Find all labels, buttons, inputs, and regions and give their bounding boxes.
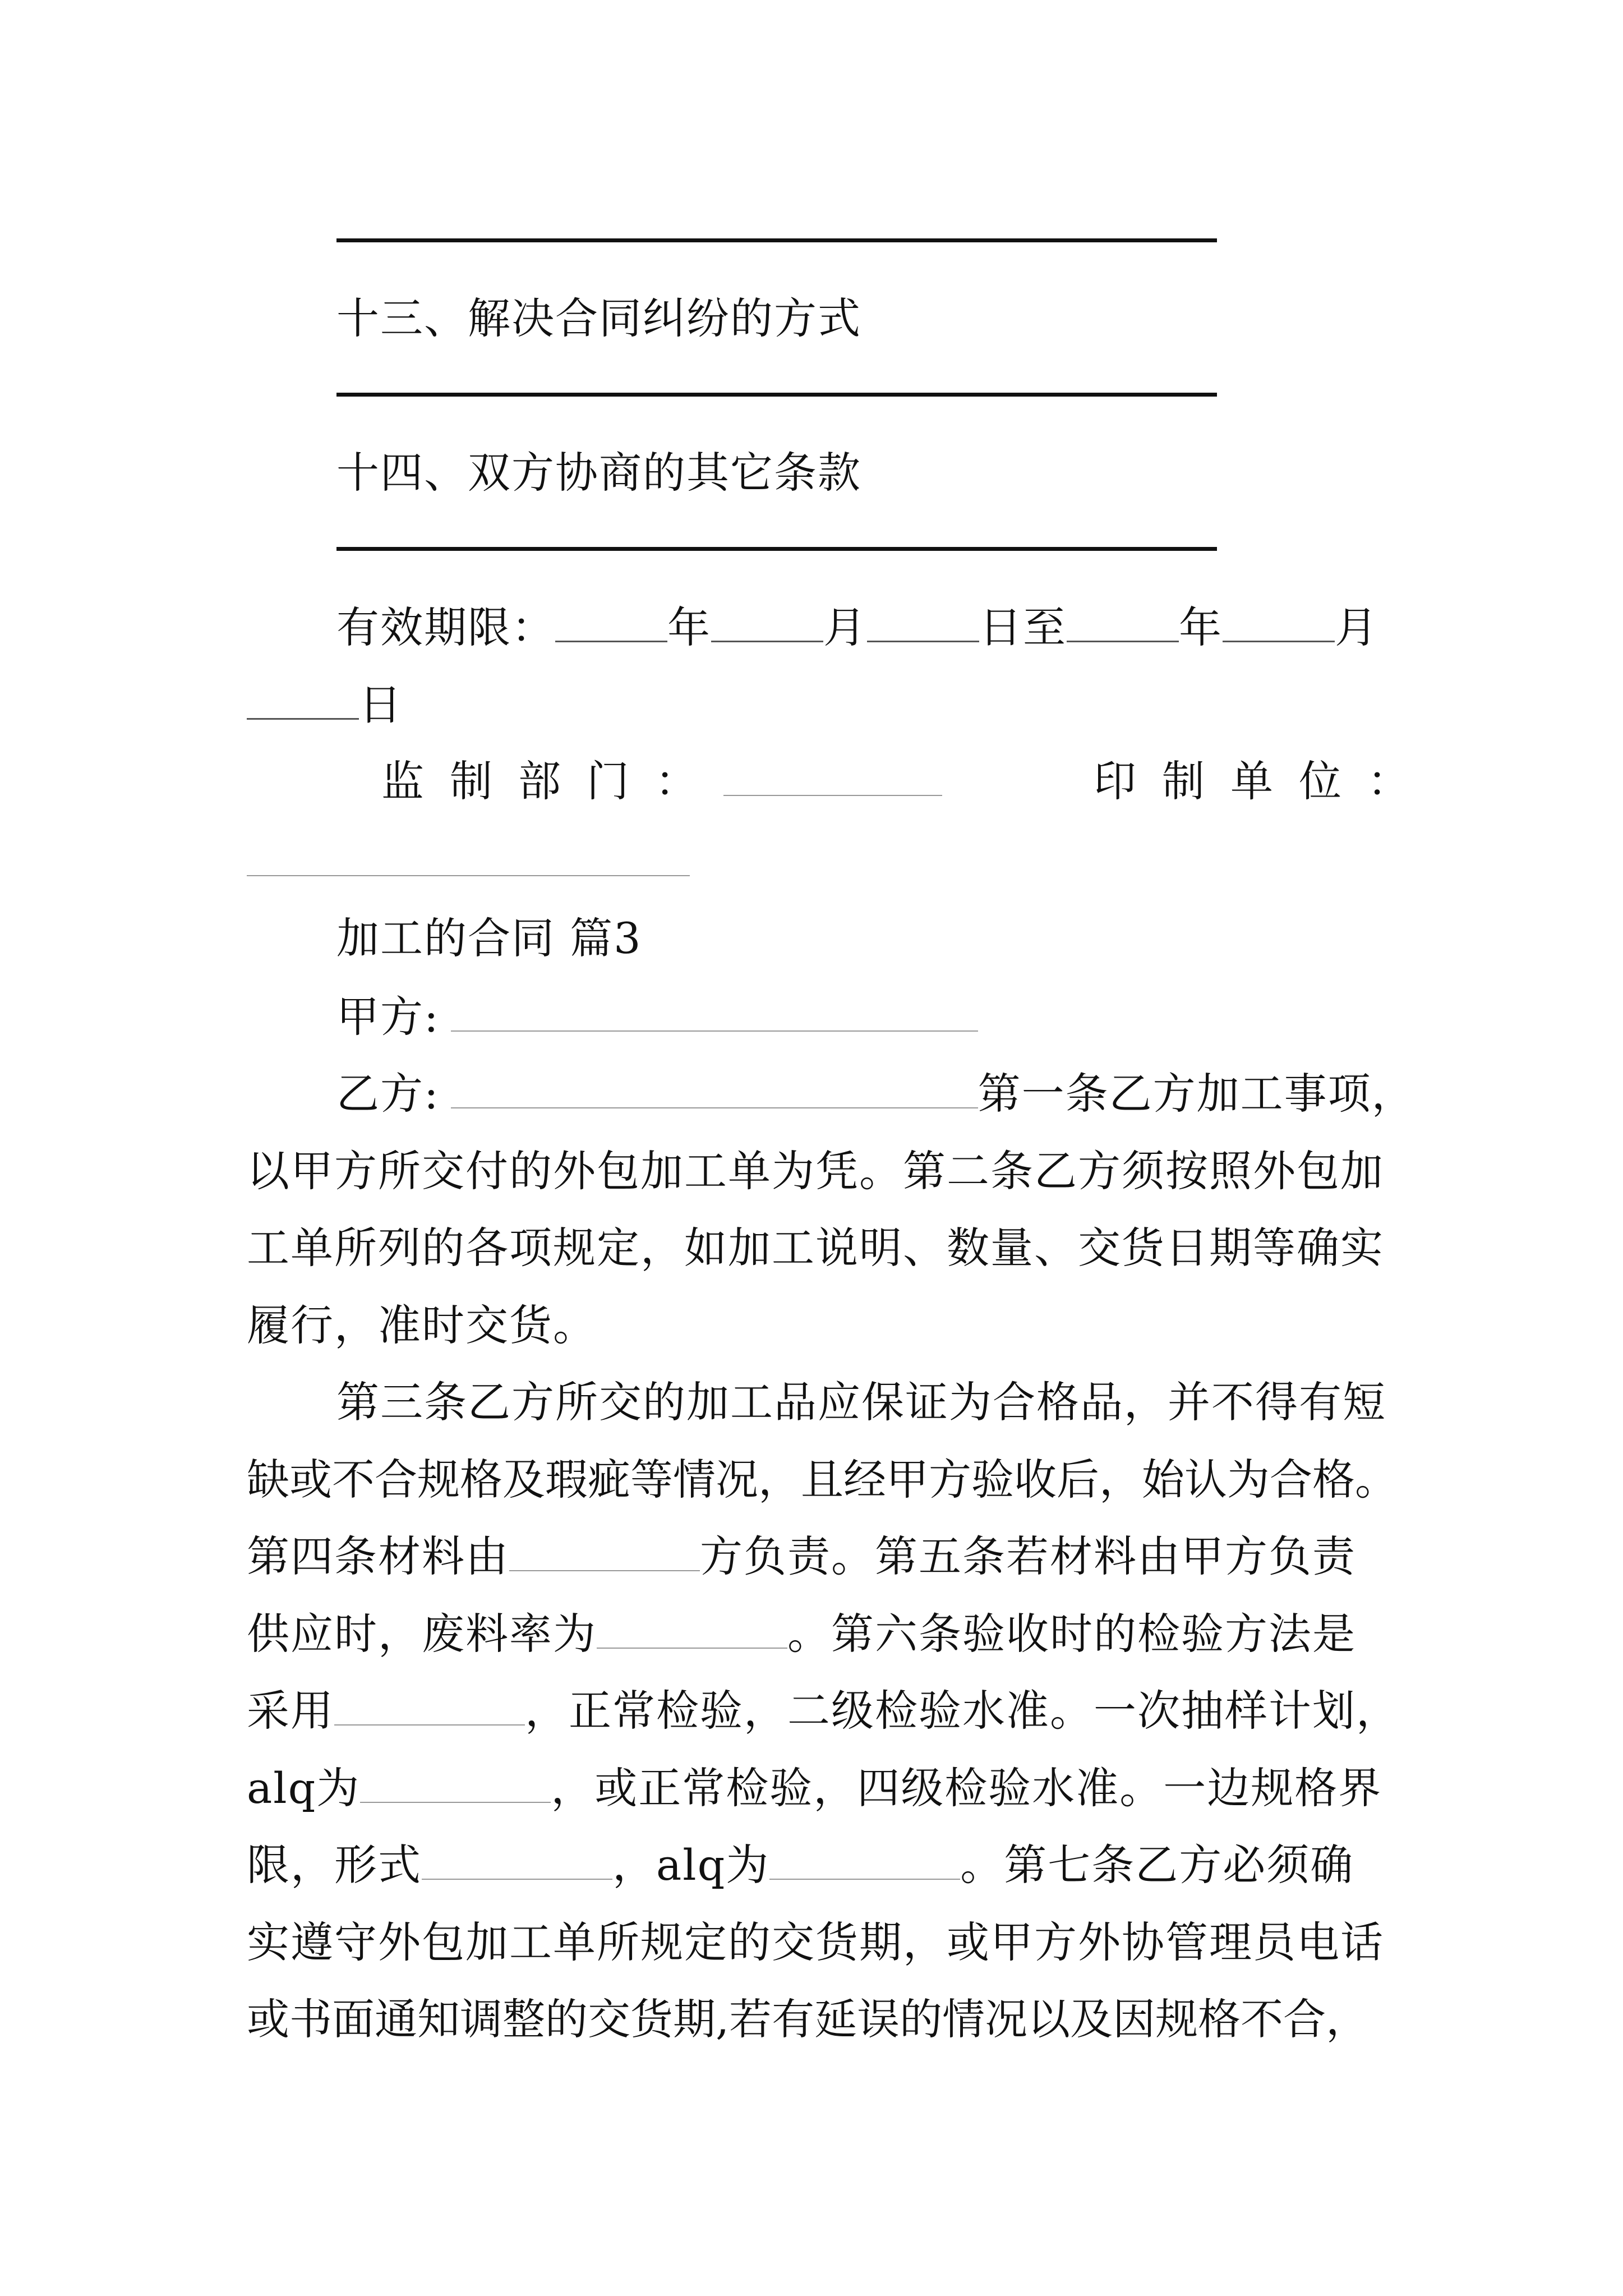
blank-alq-1[interactable] bbox=[360, 1767, 551, 1803]
blank-alq-2[interactable] bbox=[769, 1844, 960, 1880]
party-b-row bbox=[336, 1069, 1415, 1119]
blank-party-a[interactable] bbox=[451, 996, 978, 1032]
method-text: 采用 bbox=[247, 1686, 334, 1736]
article-7-line-2: 或书面通知调整的交货期,若有延误的情况以及因规格不合， bbox=[247, 1994, 1369, 2044]
printer-label: 印制单位： bbox=[1094, 756, 1436, 806]
blank-day-end[interactable] bbox=[247, 683, 359, 720]
supervisor-row bbox=[381, 756, 942, 806]
paragraph-line: 履行，准时交货。 bbox=[247, 1300, 597, 1350]
blank-supervisor[interactable] bbox=[723, 760, 942, 796]
alq-row-1 bbox=[247, 1763, 1382, 1813]
blank-year-start[interactable] bbox=[555, 606, 667, 642]
article-7-text: 。第七条乙方必须确 bbox=[960, 1840, 1354, 1890]
month-end-label: 月 bbox=[1335, 602, 1378, 652]
blank-month-start[interactable] bbox=[711, 606, 823, 642]
form-label: 限，形式 bbox=[247, 1840, 422, 1890]
article-3-line-2: 缺或不合规格及瑕疵等情况，且经甲方验收后，始认为合格。 bbox=[247, 1455, 1398, 1504]
article-1-start: 第一条乙方加工事项， bbox=[978, 1069, 1415, 1119]
article-4-text: 第四条材料由 bbox=[247, 1531, 509, 1581]
section-13-heading: 十三、解决合同纠纷的方式 bbox=[336, 293, 861, 343]
article-3-line-1: 第三条乙方所交的加工品应保证为合格品，并不得有短 bbox=[336, 1377, 1386, 1427]
blank-party-b[interactable] bbox=[451, 1073, 978, 1108]
party-b-label: 乙方: bbox=[336, 1069, 440, 1119]
article-6-text: 。第六条验收时的检验方法是 bbox=[787, 1609, 1356, 1659]
alq-label: alq为 bbox=[247, 1763, 361, 1813]
year-end-label: 年 bbox=[1179, 602, 1223, 652]
form-row bbox=[247, 1840, 1354, 1890]
scrap-rate-text: 供应时，废料率为 bbox=[247, 1609, 597, 1659]
party-a-label: 甲方: bbox=[336, 992, 440, 1042]
paragraph-line: 以甲方所交付的外包加工单为凭。第二条乙方须按照外包加 bbox=[247, 1146, 1384, 1196]
blank-scrap-rate[interactable] bbox=[597, 1613, 787, 1649]
printer-row bbox=[1094, 756, 1436, 806]
article-6-row bbox=[247, 1686, 1400, 1736]
party-a-row bbox=[336, 992, 978, 1042]
day-to-label: 日至 bbox=[979, 602, 1067, 652]
paragraph-line: 工单所列的各项规定，如加工说明、数量、交货日期等确实 bbox=[247, 1223, 1384, 1273]
blank-form[interactable] bbox=[422, 1844, 612, 1880]
article-5-text: 方负责。第五条若材料由甲方负责 bbox=[700, 1531, 1356, 1581]
validity-line-2 bbox=[247, 680, 403, 730]
blank-year-end[interactable] bbox=[1067, 606, 1179, 642]
article-5-row bbox=[247, 1609, 1356, 1659]
year-label: 年 bbox=[667, 602, 711, 652]
contract-3-title: 加工的合同 篇3 bbox=[336, 913, 642, 963]
inspection-level-text-2: ，或正常检验，四级检验水准。一边规格界 bbox=[551, 1763, 1382, 1813]
blank-material-party[interactable] bbox=[509, 1535, 700, 1571]
blank-rule-3 bbox=[336, 547, 1217, 551]
blank-rule-2 bbox=[336, 393, 1217, 397]
alq-label-2: ，alq为 bbox=[612, 1840, 770, 1890]
section-14-heading: 十四、双方协商的其它条款 bbox=[336, 448, 861, 498]
month-label: 月 bbox=[823, 602, 867, 652]
blank-rule-1 bbox=[336, 238, 1217, 242]
blank-month-end[interactable] bbox=[1223, 606, 1335, 642]
blank-day-start[interactable] bbox=[867, 606, 979, 642]
validity-line bbox=[336, 602, 1378, 652]
validity-label: 有效期限： bbox=[336, 602, 555, 652]
inspection-level-text: ，正常检验，二级检验水准。一次抽样计划， bbox=[525, 1686, 1400, 1736]
blank-inspection-method[interactable] bbox=[334, 1690, 525, 1726]
day-end-label: 日 bbox=[359, 680, 403, 730]
blank-printer[interactable] bbox=[247, 875, 690, 876]
article-7-line-1: 实遵守外包加工单所规定的交货期，或甲方外协管理员电话 bbox=[247, 1917, 1384, 1967]
article-4-row bbox=[247, 1531, 1356, 1581]
supervisor-label: 监制部门： bbox=[381, 756, 723, 806]
